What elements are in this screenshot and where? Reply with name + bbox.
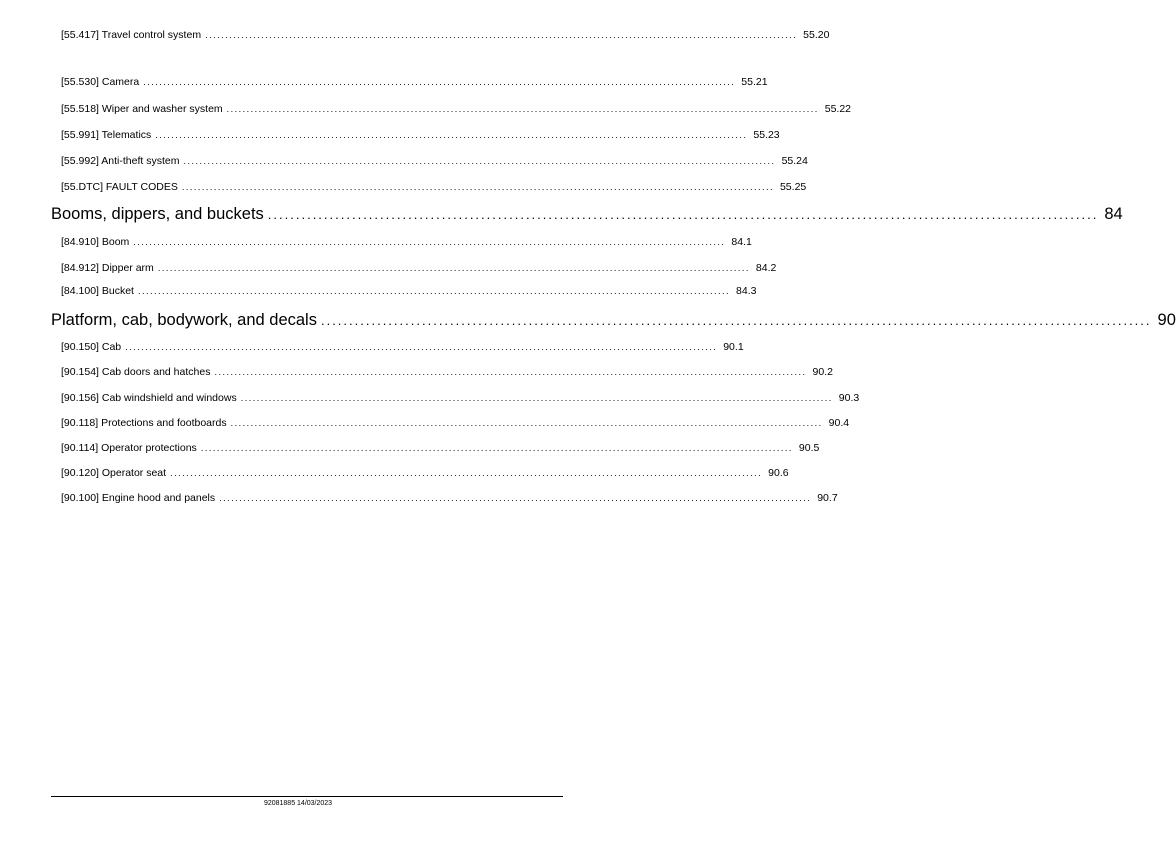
toc-entry[interactable] [61,390,860,406]
toc-entry-page: 55.25 [779,181,807,193]
toc-entry[interactable] [61,153,808,169]
toc-entry-page: 90.6 [768,467,789,479]
toc-entry-label: [55.417] Travel control system [61,29,202,41]
toc-entry[interactable] [61,234,752,250]
dot-leader: .................................................................................................................................................... [143,77,736,87]
toc-entry-label: [55.DTC] FAULT CODES [61,181,178,193]
toc-entry-page: 90.5 [798,442,820,454]
toc-chapter-label: Booms, dippers, and buckets [51,205,264,223]
dot-leader: .................................................................................................................................................... [137,286,731,296]
toc-entry-page: 90.2 [812,366,833,378]
dot-leader: .................................................................................................................................................... [320,313,1152,328]
toc-entry[interactable] [61,179,807,195]
toc-entry-label: [84.100] Bucket [61,285,134,297]
dot-leader: .................................................................................................................................................... [181,182,774,192]
toc-entry-page: 90.1 [723,341,744,353]
toc-entry-label: [55.518] Wiper and washer system [61,103,223,115]
toc-entry[interactable] [61,364,833,380]
toc-entry-label: [90.114] Operator protections [61,442,197,454]
toc-chapter-page: 84 [1104,205,1123,223]
toc-entry-page: 55.21 [741,76,768,88]
toc-entry-label: [90.150] Cab [61,341,122,353]
toc-entry-page: 55.23 [753,129,780,141]
toc-entry-page: 90.4 [828,417,850,429]
toc-entry-page: 90.7 [817,492,838,504]
toc-entry[interactable] [61,127,780,143]
dot-leader: .................................................................................................................................................... [205,30,798,40]
toc-entry-label: [55.991] Telematics [61,129,152,141]
toc-entry-label: [55.530] Camera [61,76,140,88]
toc-entry-page: 90.3 [838,392,860,404]
toc-entry-label: [84.912] Dipper arm [61,262,154,274]
toc-chapter-page: 90 [1157,311,1176,329]
dot-leader: .................................................................................................................................................... [240,393,833,403]
dot-leader: .................................................................................................................................................... [157,263,750,273]
dot-leader: .................................................................................................................................................... [133,237,726,247]
dot-leader: .................................................................................................................................................... [155,130,748,140]
toc-chapter-entry[interactable] [51,309,1176,331]
toc-entry-page: 84.2 [755,262,777,274]
toc-entry[interactable] [61,283,757,299]
toc-entry[interactable] [61,74,768,90]
toc-chapter-entry[interactable] [51,203,1123,225]
dot-leader: .................................................................................................................................................... [230,418,823,428]
toc-entry[interactable] [61,415,850,431]
toc-entry-page: 55.20 [803,29,830,41]
toc-entry-page: 55.22 [824,103,852,115]
toc-entry[interactable] [61,440,820,456]
dot-leader: .................................................................................................................................................... [170,468,763,478]
dot-leader: .................................................................................................................................................... [226,104,819,114]
toc-entry-label: [90.156] Cab windshield and windows [61,392,237,404]
toc-entry-label: [90.120] Operator seat [61,467,167,479]
toc-chapter-label: Platform, cab, bodywork, and decals [51,311,317,329]
toc-entry[interactable] [61,339,744,355]
toc-entry[interactable] [61,27,830,43]
toc-entry-page: 84.1 [731,236,752,248]
toc-entry-label: [90.100] Engine hood and panels [61,492,216,504]
dot-leader: .................................................................................................................................................... [200,443,793,453]
dot-leader: .................................................................................................................................................... [183,156,776,166]
toc-entry-label: [90.118] Protections and footboards [61,417,227,429]
toc-entry-label: [55.992] Anti-theft system [61,155,180,167]
toc-entry[interactable] [61,465,789,481]
toc-entry[interactable] [61,101,852,117]
toc-entry-label: [90.154] Cab doors and hatches [61,366,211,378]
dot-leader: .................................................................................................................................................... [267,207,1099,222]
dot-leader: .................................................................................................................................................... [219,493,812,503]
footer-document-id: 92081885 14/03/2023 [263,800,333,807]
toc-entry-page: 55.24 [781,155,808,167]
dot-leader: .................................................................................................................................................... [214,367,807,377]
toc-entry[interactable] [61,260,777,276]
toc-entry-label: [84.910] Boom [61,236,130,248]
footer-divider [51,796,563,797]
toc-entry[interactable] [61,490,838,506]
dot-leader: .................................................................................................................................................... [125,342,718,352]
toc-entry-page: 84.3 [736,285,757,297]
